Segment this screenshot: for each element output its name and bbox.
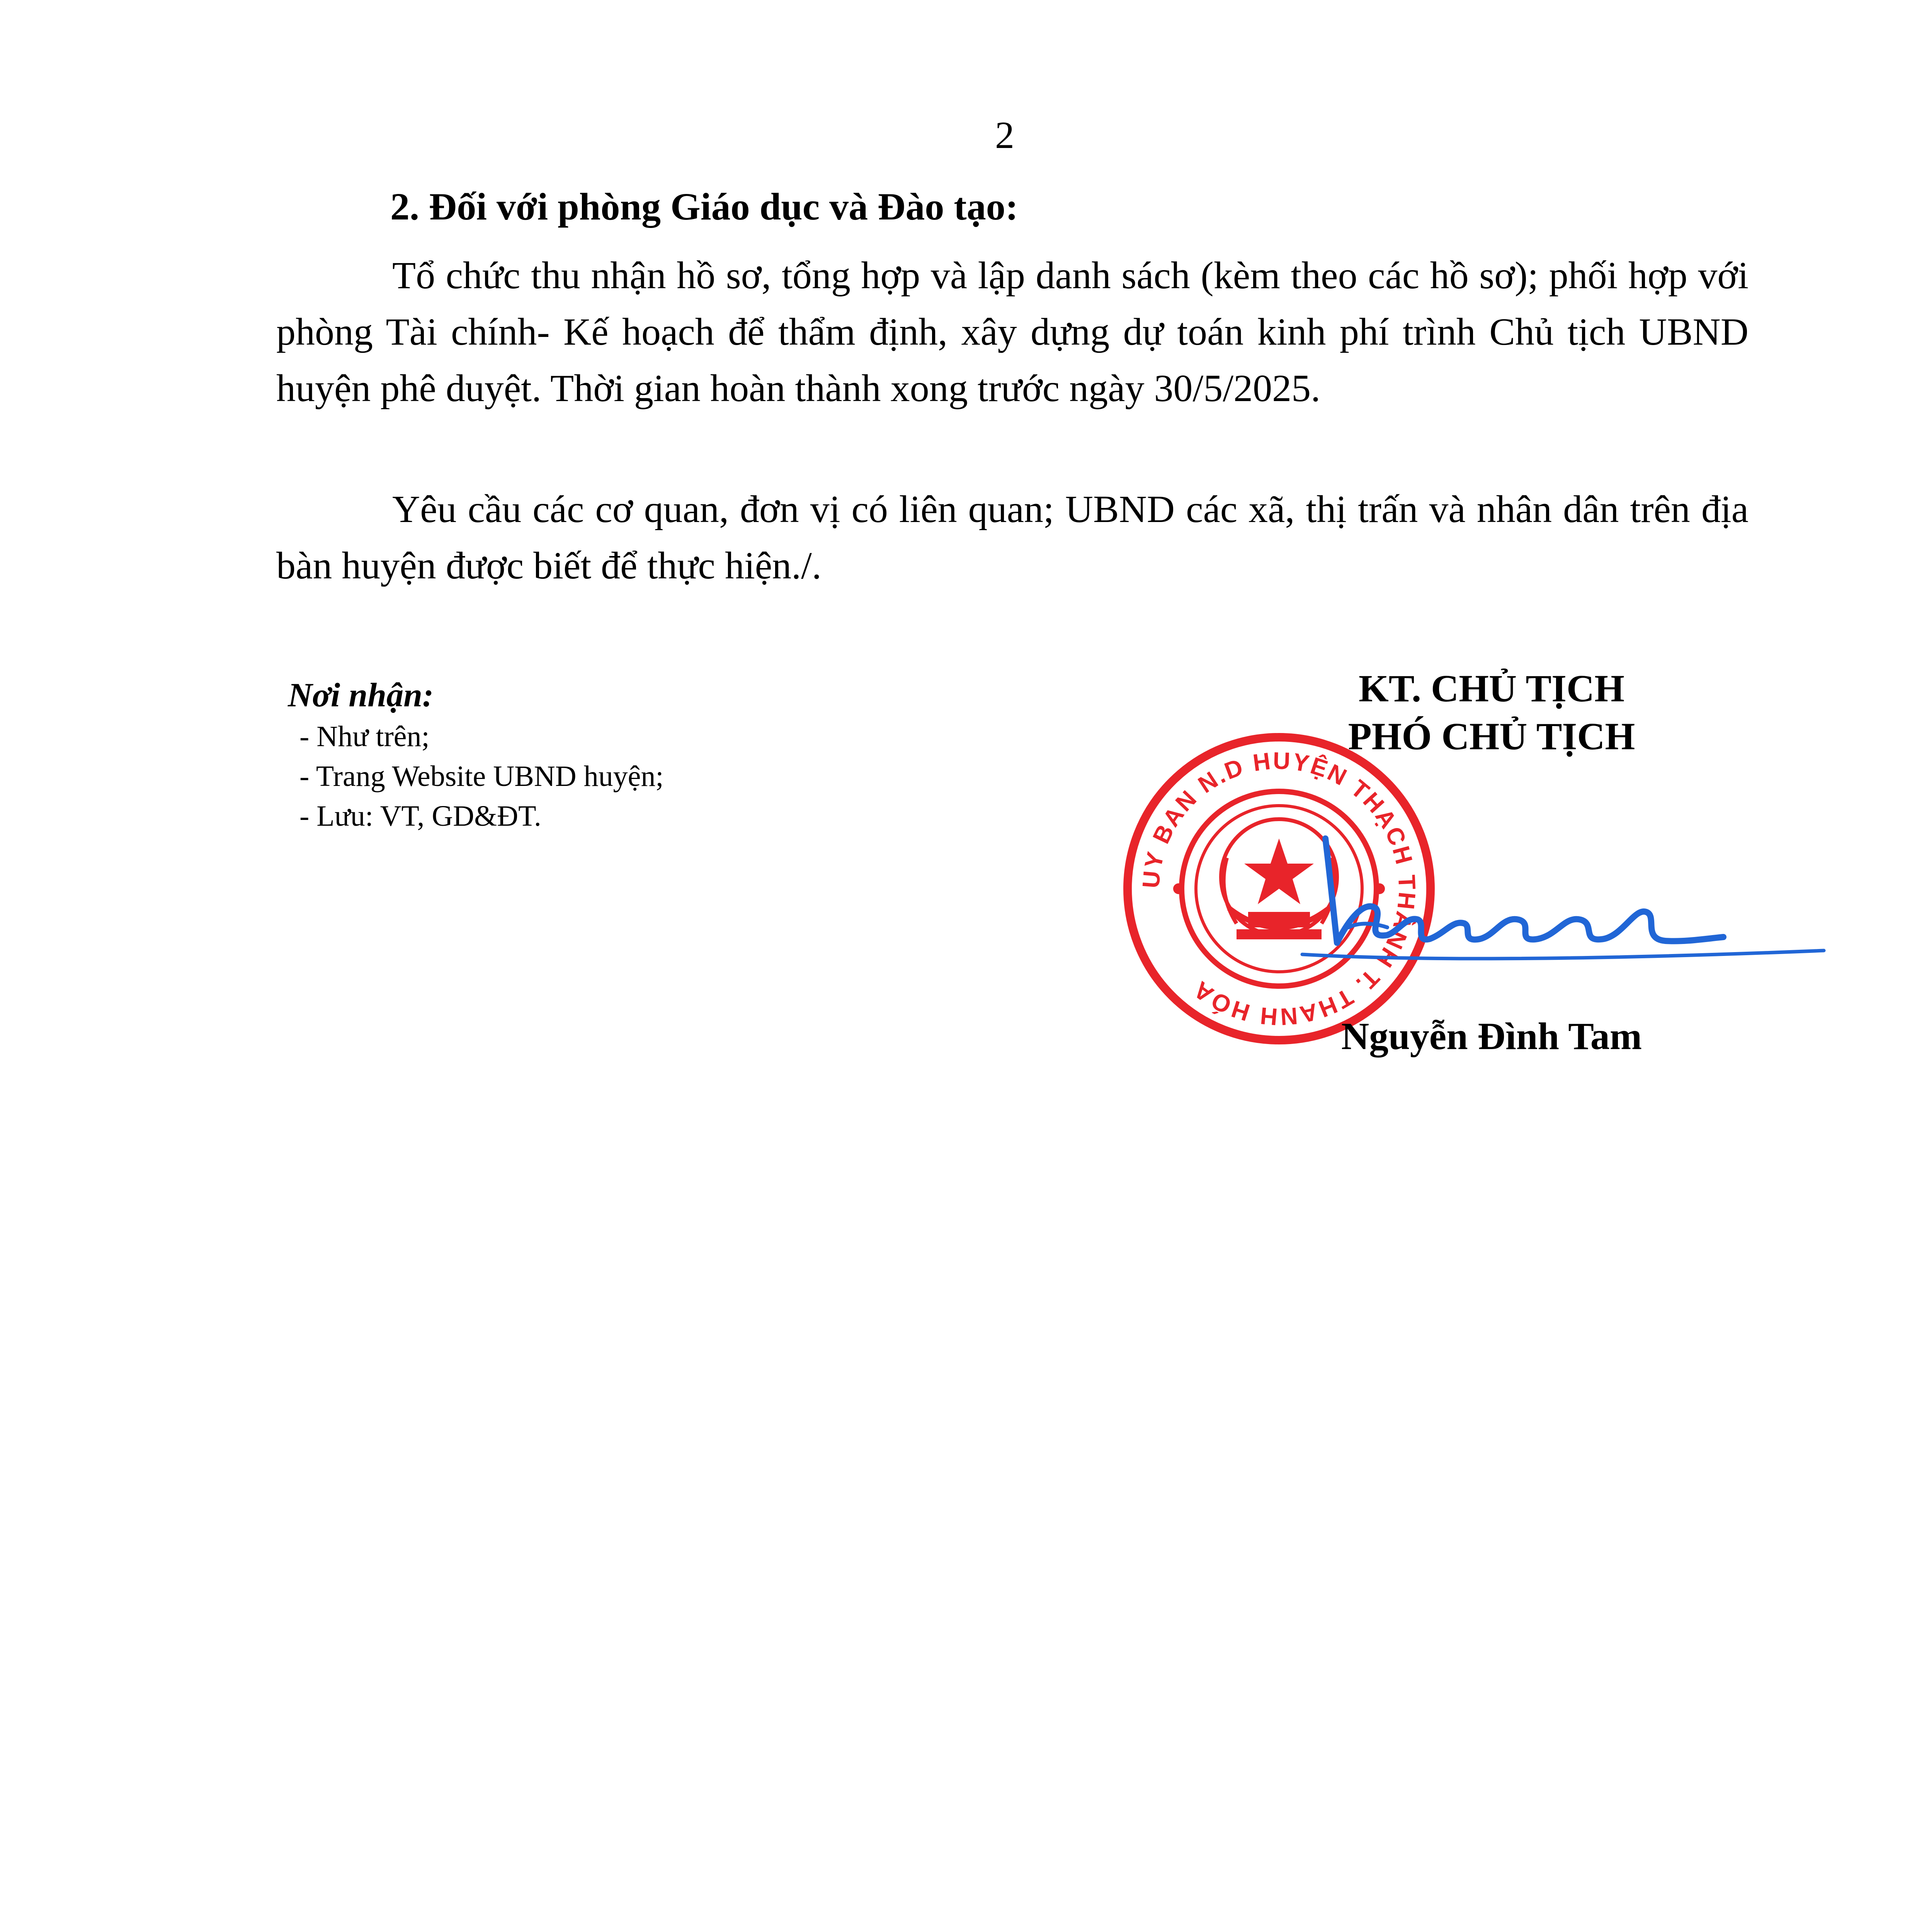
section-heading: 2. Đối với phòng Giáo dục và Đào tạo: [390, 185, 1018, 228]
body-paragraph: Tổ chức thu nhận hồ sơ, tổng hợp và lập danh sách (kèm theo các hồ sơ); phối hợp với phòng Tài chính- Kế hoạch để thẩm định, xây dựng dự toán kinh phí trình Chủ tịch UBND huyện phê duyệt. Thời gian hoàn thành xong trước ngày 30/5/2025. [276, 254, 1749, 410]
recipients-list [288, 717, 983, 836]
body-paragraph: Yêu cầu các cơ quan, đơn vị có liên quan; UBND các xã, thị trấn và nhân dân trên địa bàn huyện được biết để thực hiện./. [276, 488, 1749, 587]
handwritten-signature-icon [1287, 823, 1828, 985]
recipient-item: - Lưu: VT, GD&ĐT. [299, 800, 541, 832]
recipients-title: Nơi nhận: [288, 677, 434, 714]
recipient-item: - Trang Website UBND huyện; [299, 760, 664, 793]
signer-name: Nguyễn Đình Tam [1341, 1015, 1642, 1058]
recipients-block [288, 674, 983, 836]
recipient-item: - Như trên; [299, 720, 430, 753]
signature-title: KT. CHỦ TỊCH [1358, 667, 1625, 710]
page-number: 2 [995, 114, 1014, 156]
seal-ring-text: UY BAN N.D HUYỆN THẠCH THÀNH T. THANH HÓA [1138, 747, 1420, 1030]
signature-subtitle: PHÓ CHỦ TỊCH [1348, 715, 1635, 758]
